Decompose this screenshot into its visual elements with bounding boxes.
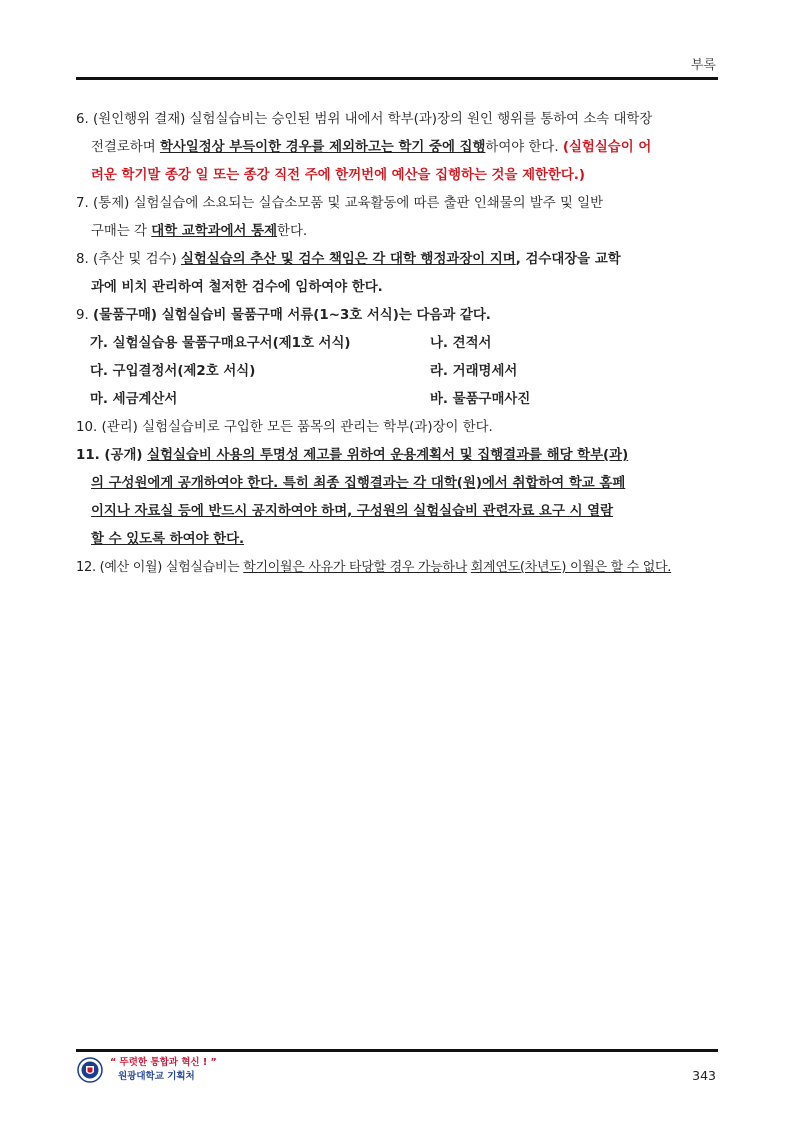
item-8-prefix: 8. (추산 및 검수): [76, 252, 181, 267]
item-10-text: 10. (관리) 실험실습비로 구입한 모든 품목의 관리는 학부(과)장이 한다.: [76, 420, 493, 435]
bottom-divider: [76, 1049, 718, 1052]
item-12-underlined-2: 회계연도(차년도) 이월은 할 수 없다.: [470, 560, 672, 575]
item-8-underlined: 실험실습의 추산 및 검수 책임은 각 대학 행정과장이 지며: [180, 252, 516, 267]
university-seal-icon: [77, 1057, 103, 1083]
list-item: 나. 견적서: [430, 336, 492, 351]
item-9: [76, 302, 718, 330]
item-11-line3: 이지나 자료실 등에 반드시 공지하여야 하며, 구성원의 실험실습비 관련자료 요구 시 열람: [91, 504, 614, 519]
item-7: [76, 190, 718, 246]
item-6-red-note-start: (실험실습이 어: [562, 140, 652, 155]
item-10: [76, 414, 718, 442]
item-6-red-note-end: 려운 학기말 종강 일 또는 종강 직전 주에 한꺼번에 예산을 집행하는 것을 제한한다.): [91, 168, 586, 183]
page-number: 343: [692, 1068, 716, 1083]
item-8-line2: 과에 비치 관리하여 철저한 검수에 임하여야 한다.: [91, 280, 383, 295]
item-11-line4: 할 수 있도록 하여야 한다.: [91, 532, 245, 547]
item-6-line1: 6. (원인행위 결재) 실험실습비는 승인된 범위 내에서 학부(과)장의 원인 행위를 통하여 소속 대학장: [76, 112, 653, 127]
item-7-suffix: 한다.: [277, 224, 308, 239]
item-8-suffix: , 검수대장을 교학: [515, 252, 621, 267]
item-8: [76, 246, 718, 302]
list-item: 가. 실험실습용 물품구매요구서(제1호 서식): [90, 336, 351, 351]
item-12-prefix: 12. (예산 이월) 실험실습비는: [76, 560, 244, 575]
top-divider: [76, 77, 718, 80]
footer-slogan: “ 뚜렷한 통합과 혁신 ! ”: [110, 1057, 217, 1068]
list-item: 마. 세금계산서: [90, 392, 178, 407]
item-6-underlined: 학사일정상 부득이한 경우를 제외하고는 학기 중에 집행: [159, 140, 486, 155]
list-item: 바. 물품구매사진: [430, 392, 531, 407]
item-6: [76, 106, 718, 190]
item-9-row-2: [76, 358, 718, 386]
item-9-prefix: 9.: [76, 308, 94, 323]
footer-organization: 원광대학교 기획처: [118, 1071, 195, 1082]
item-7-prefix: 구매는 각: [91, 224, 152, 239]
item-7-underlined: 대학 교학과에서 통제: [151, 224, 278, 239]
item-9-heading: (물품구매) 실험실습비 물품구매 서류(1~3호 서식)는 다음과 같다.: [93, 308, 491, 323]
item-12-underlined-1: 학기이월은 사유가 타당할 경우 가능하나: [243, 560, 467, 575]
item-7-line1: 7. (통제) 실험실습에 소요되는 실습소모품 및 교육활동에 따른 출판 인쇄물의 발주 및 일반: [76, 196, 604, 211]
list-item: 라. 거래명세서: [430, 364, 518, 379]
list-item: 다. 구입결정서(제2호 서식): [90, 364, 256, 379]
item-11-line2: 의 구성원에게 공개하여야 한다. 특히 최종 집행결과는 각 대학(원)에서 취합하여 학교 홈페: [91, 476, 626, 491]
item-9-row-3: [76, 386, 718, 414]
item-11-prefix: 11. (공개): [76, 448, 148, 463]
item-6-suffix: 하여야 한다.: [485, 140, 563, 155]
item-11: [76, 442, 718, 554]
item-6-line2-prefix: 전결로하며: [91, 140, 160, 155]
item-12: [76, 554, 718, 582]
document-body: [76, 106, 718, 582]
item-9-row-1: [76, 330, 718, 358]
item-11-line1: 실험실습비 사용의 투명성 제고를 위하여 운용계획서 및 집행결과를 해당 학부(과): [147, 448, 629, 463]
section-header: 부록: [690, 58, 716, 73]
